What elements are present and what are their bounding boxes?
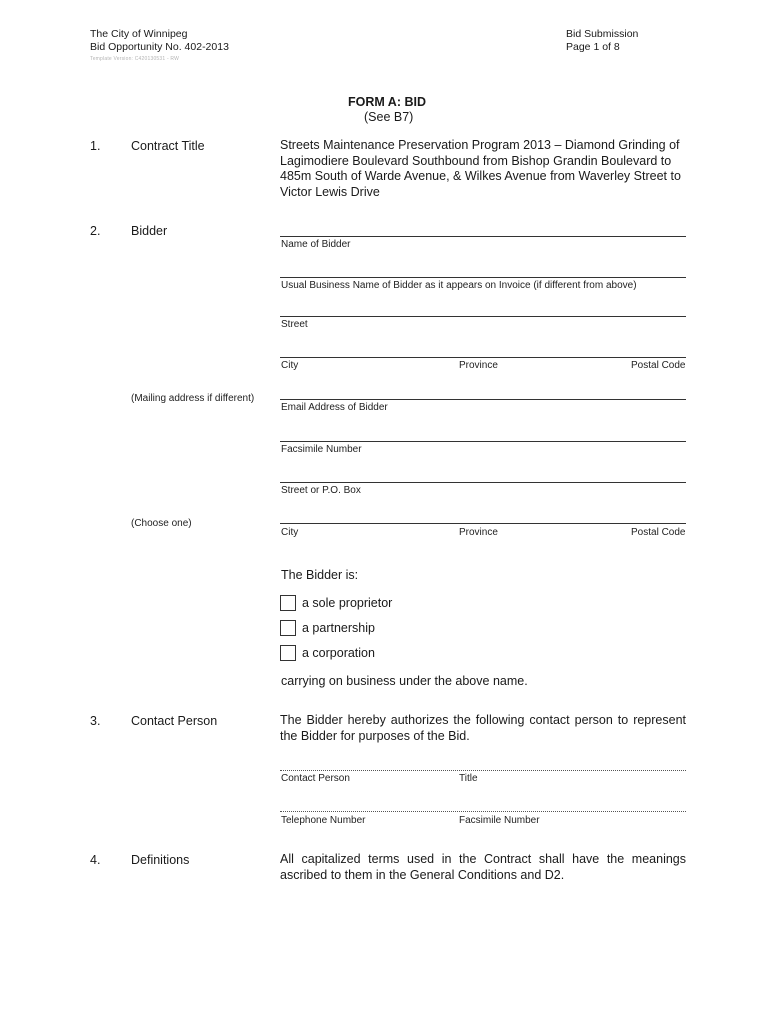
definitions-text: All capitalized terms used in the Contract shall have the meanings ascribed to them in the General Conditions and D2. [280, 852, 686, 882]
city-caption: City [281, 360, 299, 371]
contact-facsimile-caption: Facsimile Number [459, 815, 540, 826]
province-caption-2: Province [459, 527, 498, 538]
section-2-number: 2. [90, 224, 101, 238]
bid-submission-label: Bid Submission [566, 28, 639, 40]
sole-proprietor-checkbox[interactable] [280, 595, 296, 611]
carrying-on-business-text: carrying on business under the above name. [281, 674, 528, 688]
choose-one-note: (Choose one) [131, 518, 192, 529]
corporation-checkbox[interactable] [280, 645, 296, 661]
city-name: The City of Winnipeg [90, 28, 188, 40]
sole-proprietor-label: a sole proprietor [302, 596, 393, 610]
form-title: FORM A: BID [348, 95, 426, 109]
contact-person-caption: Contact Person [281, 773, 350, 784]
section-4-number: 4. [90, 853, 101, 867]
facsimile-line[interactable] [280, 441, 686, 442]
section-1-label: Contract Title [131, 139, 205, 153]
mailing-address-note: (Mailing address if different) [131, 393, 255, 404]
template-version-note: Template Version: C420130531 - RW [90, 56, 180, 62]
street-line[interactable] [280, 316, 686, 317]
facsimile-caption: Facsimile Number [281, 444, 362, 455]
section-3-number: 3. [90, 714, 101, 728]
section-1-number: 1. [90, 139, 101, 153]
page-indicator: Page 1 of 8 [566, 41, 620, 53]
partnership-label: a partnership [302, 621, 375, 635]
telephone-number-caption: Telephone Number [281, 815, 366, 826]
partnership-checkbox[interactable] [280, 620, 296, 636]
usual-business-name-caption: Usual Business Name of Bidder as it appears on Invoice (if different from above) [281, 280, 637, 291]
street-caption: Street [281, 319, 308, 330]
city-province-postal-line[interactable] [280, 357, 686, 358]
header-right [566, 28, 638, 54]
city-caption-2: City [281, 527, 299, 538]
telephone-facsimile-line[interactable] [280, 811, 686, 812]
contact-person-title-line[interactable] [280, 770, 686, 771]
province-caption: Province [459, 360, 498, 371]
name-of-bidder-line[interactable] [280, 236, 686, 237]
header-left [90, 28, 229, 54]
name-of-bidder-caption: Name of Bidder [281, 239, 351, 250]
email-caption: Email Address of Bidder [281, 402, 388, 413]
form-subtitle: (See B7) [364, 110, 414, 124]
section-4-label: Definitions [131, 853, 190, 867]
bid-opportunity-number: Bid Opportunity No. 402-2013 [90, 41, 229, 53]
postal-code-caption: Postal Code [631, 360, 686, 371]
contract-title-text: Streets Maintenance Preservation Program 2013 – Diamond Grinding of Lagimodiere Boulevard Southbound from Bishop Grandin Boulevard to 485m South of Warde Avenue, & Wilkes Avenue from Waverley Street to Victor Lewis Drive [280, 138, 681, 199]
section-3-label: Contact Person [131, 714, 218, 728]
street-po-line[interactable] [280, 482, 686, 483]
postal-code-caption-2: Postal Code [631, 527, 686, 538]
corporation-label: a corporation [302, 646, 375, 660]
bidder-is-label: The Bidder is: [281, 568, 359, 582]
street-po-caption: Street or P.O. Box [281, 485, 361, 496]
city-province-postal-line-2[interactable] [280, 523, 686, 524]
title-caption: Title [459, 773, 478, 784]
email-line[interactable] [280, 399, 686, 400]
section-2-label: Bidder [131, 224, 168, 238]
usual-business-name-line[interactable] [280, 277, 686, 278]
contact-person-text: The Bidder hereby authorizes the following contact person to represent the Bidder for purposes of the Bid. [280, 713, 686, 743]
